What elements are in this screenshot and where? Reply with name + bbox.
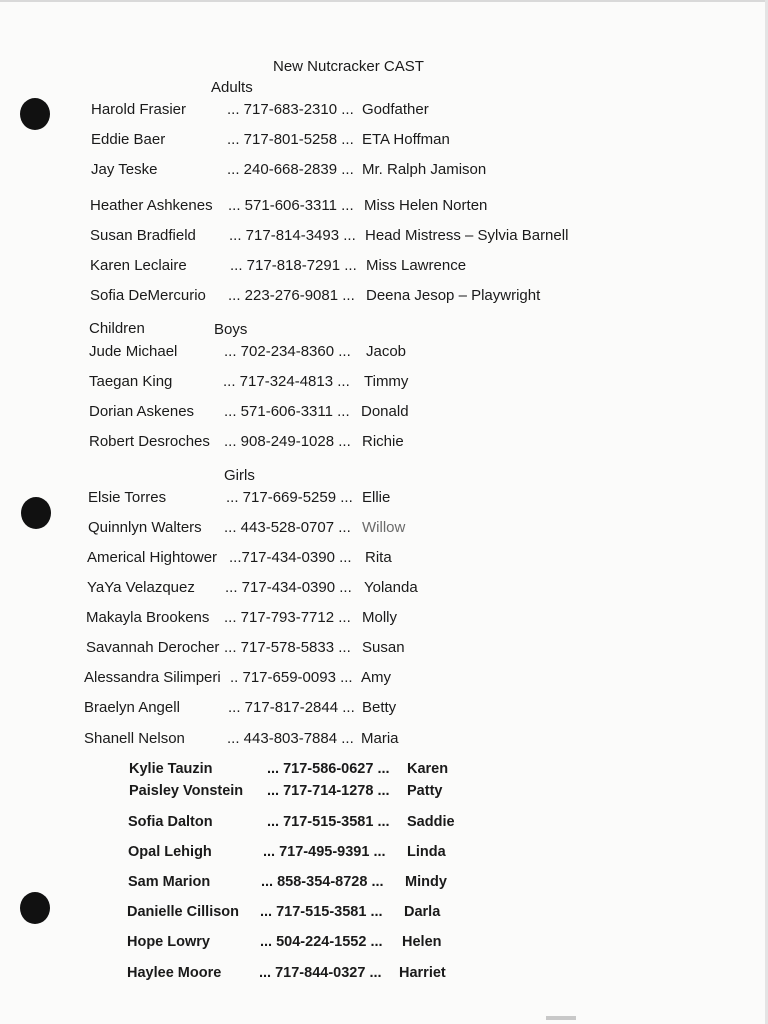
- cast-name: Quinnlyn Walters: [88, 519, 202, 536]
- cast-phone: ... 571-606-3311 ...: [224, 403, 350, 420]
- table-row: [0, 608, 768, 628]
- cast-name: Makayla Brookens: [86, 609, 210, 626]
- table-row: [0, 668, 768, 688]
- cast-phone: ... 571-606-3311 ...: [228, 197, 354, 214]
- cast-role: Molly: [362, 609, 398, 626]
- table-row: [0, 130, 768, 150]
- section-children-heading: Children: [89, 320, 145, 337]
- cast-phone: ... 443-803-7884 ...: [227, 730, 354, 747]
- table-row: [0, 842, 768, 862]
- cast-phone: ... 717-324-4813 ...: [223, 373, 350, 390]
- cast-name: YaYa Velazquez: [87, 579, 195, 596]
- cast-role: Ellie: [362, 489, 391, 506]
- cast-name: Eddie Baer: [91, 131, 166, 148]
- cast-phone: ... 717-578-5833 ...: [224, 639, 351, 656]
- cast-role: ETA Hoffman: [362, 131, 450, 148]
- section-boys-heading: Boys: [214, 321, 248, 338]
- cast-phone: ... 504-224-1552 ...: [260, 934, 383, 950]
- cast-role: Karen: [407, 761, 449, 777]
- table-row: [0, 963, 768, 983]
- table-row: [0, 342, 768, 362]
- cast-phone: .. 717-659-0093 ...: [230, 669, 353, 686]
- page-title: New Nutcracker CAST: [273, 58, 424, 75]
- cast-phone: ... 717-586-0627 ...: [267, 761, 390, 777]
- cast-role: Saddie: [407, 814, 455, 830]
- table-row: [0, 286, 768, 306]
- cast-role: Betty: [362, 699, 397, 716]
- cast-name: Americal Hightower: [87, 549, 218, 566]
- table-row: [0, 372, 768, 392]
- cast-name: Braelyn Angell: [84, 699, 180, 716]
- table-row: [0, 902, 768, 922]
- cast-role: Mr. Ralph Jamison: [362, 161, 487, 178]
- cast-phone: ...717-434-0390 ...: [229, 549, 352, 566]
- cast-phone: ... 858-354-8728 ...: [261, 874, 384, 890]
- cast-name: Karen Leclaire: [90, 257, 187, 274]
- cast-role: Timmy: [364, 373, 409, 390]
- cast-role: Jacob: [366, 343, 407, 360]
- cast-phone: ... 717-714-1278 ...: [267, 783, 390, 799]
- cast-role: Susan: [362, 639, 405, 656]
- cast-name: Taegan King: [89, 373, 173, 390]
- section-girls-heading: Girls: [224, 467, 255, 484]
- cast-phone: ... 717-669-5259 ...: [226, 489, 353, 506]
- table-row: [0, 160, 768, 180]
- cast-role: Yolanda: [364, 579, 418, 596]
- cast-name: Susan Bradfield: [90, 227, 196, 244]
- cast-name: Elsie Torres: [88, 489, 167, 506]
- cast-role: Patty: [407, 783, 443, 799]
- table-row: [0, 812, 768, 832]
- cast-name: Danielle Cillison: [127, 904, 239, 920]
- scan-top-edge: [0, 0, 768, 2]
- cast-name: Savannah Derocher: [86, 639, 220, 656]
- cast-role: Harriet: [399, 965, 446, 981]
- cast-name: Robert Desroches: [89, 433, 210, 450]
- cast-role: Miss Lawrence: [366, 257, 467, 274]
- cast-role: Godfather: [362, 101, 429, 118]
- cast-role: Miss Helen Norten: [364, 197, 488, 214]
- cast-phone: ... 717-515-3581 ...: [267, 814, 390, 830]
- table-row: [0, 402, 768, 422]
- table-row: [0, 729, 768, 749]
- cast-role: Darla: [404, 904, 441, 920]
- cast-role: Head Mistress – Sylvia Barnell: [365, 227, 569, 244]
- cast-phone: ... 717-434-0390 ...: [225, 579, 352, 596]
- cast-name: Sam Marion: [128, 874, 211, 890]
- table-row: [0, 256, 768, 276]
- cast-phone: ... 717-683-2310 ...: [227, 101, 354, 118]
- table-row: [0, 518, 768, 538]
- cast-name: Harold Frasier: [91, 101, 187, 118]
- cast-phone: ... 717-818-7291 ...: [230, 257, 357, 274]
- cast-role: Amy: [361, 669, 391, 686]
- table-row: [0, 932, 768, 952]
- cast-name: Opal Lehigh: [128, 844, 212, 860]
- cast-phone: ... 717-814-3493 ...: [229, 227, 356, 244]
- table-row: [0, 638, 768, 658]
- cast-name: Sofia DeMercurio: [90, 287, 206, 304]
- cast-phone: ... 717-817-2844 ...: [228, 699, 355, 716]
- cast-name: Sofia Dalton: [128, 814, 213, 830]
- table-row: [0, 548, 768, 568]
- cast-name: Jude Michael: [89, 343, 178, 360]
- cast-role: Deena Jesop – Playwright: [366, 287, 541, 304]
- table-row: [0, 698, 768, 718]
- table-row: [0, 872, 768, 892]
- cast-name: Jay Teske: [91, 161, 158, 178]
- section-adults-heading: Adults: [211, 79, 253, 96]
- cast-phone: ... 717-495-9391 ...: [263, 844, 386, 860]
- cast-phone: ... 908-249-1028 ...: [224, 433, 351, 450]
- table-row: [0, 759, 768, 779]
- table-row: [0, 196, 768, 216]
- scan-mark: [546, 1016, 576, 1020]
- cast-role: Willow: [362, 519, 406, 536]
- cast-phone: ... 717-515-3581 ...: [260, 904, 383, 920]
- cast-phone: ... 443-528-0707 ...: [224, 519, 351, 536]
- table-row: [0, 578, 768, 598]
- cast-role: Donald: [361, 403, 409, 420]
- table-row: [0, 488, 768, 508]
- cast-name: Heather Ashkenes: [90, 197, 213, 214]
- cast-name: Kylie Tauzin: [129, 761, 213, 777]
- cast-role: Maria: [361, 730, 399, 747]
- cast-phone: ... 702-234-8360 ...: [224, 343, 351, 360]
- cast-phone: ... 717-844-0327 ...: [259, 965, 382, 981]
- cast-role: Helen: [402, 934, 442, 950]
- cast-name: Alessandra Silimperi: [84, 669, 221, 686]
- cast-phone: ... 717-801-5258 ...: [227, 131, 354, 148]
- cast-role: Rita: [365, 549, 392, 566]
- cast-phone: ... 717-793-7712 ...: [224, 609, 351, 626]
- cast-role: Linda: [407, 844, 446, 860]
- cast-name: Paisley Vonstein: [129, 783, 244, 799]
- table-row: [0, 781, 768, 801]
- cast-name: Haylee Moore: [127, 965, 222, 981]
- cast-phone: ... 240-668-2839 ...: [227, 161, 354, 178]
- table-row: [0, 100, 768, 120]
- table-row: [0, 432, 768, 452]
- cast-name: Shanell Nelson: [84, 730, 185, 747]
- cast-name: Dorian Askenes: [89, 403, 195, 420]
- cast-role: Mindy: [405, 874, 447, 890]
- cast-role: Richie: [362, 433, 404, 450]
- cast-name: Hope Lowry: [127, 934, 210, 950]
- cast-phone: ... 223-276-9081 ...: [228, 287, 355, 304]
- table-row: [0, 226, 768, 246]
